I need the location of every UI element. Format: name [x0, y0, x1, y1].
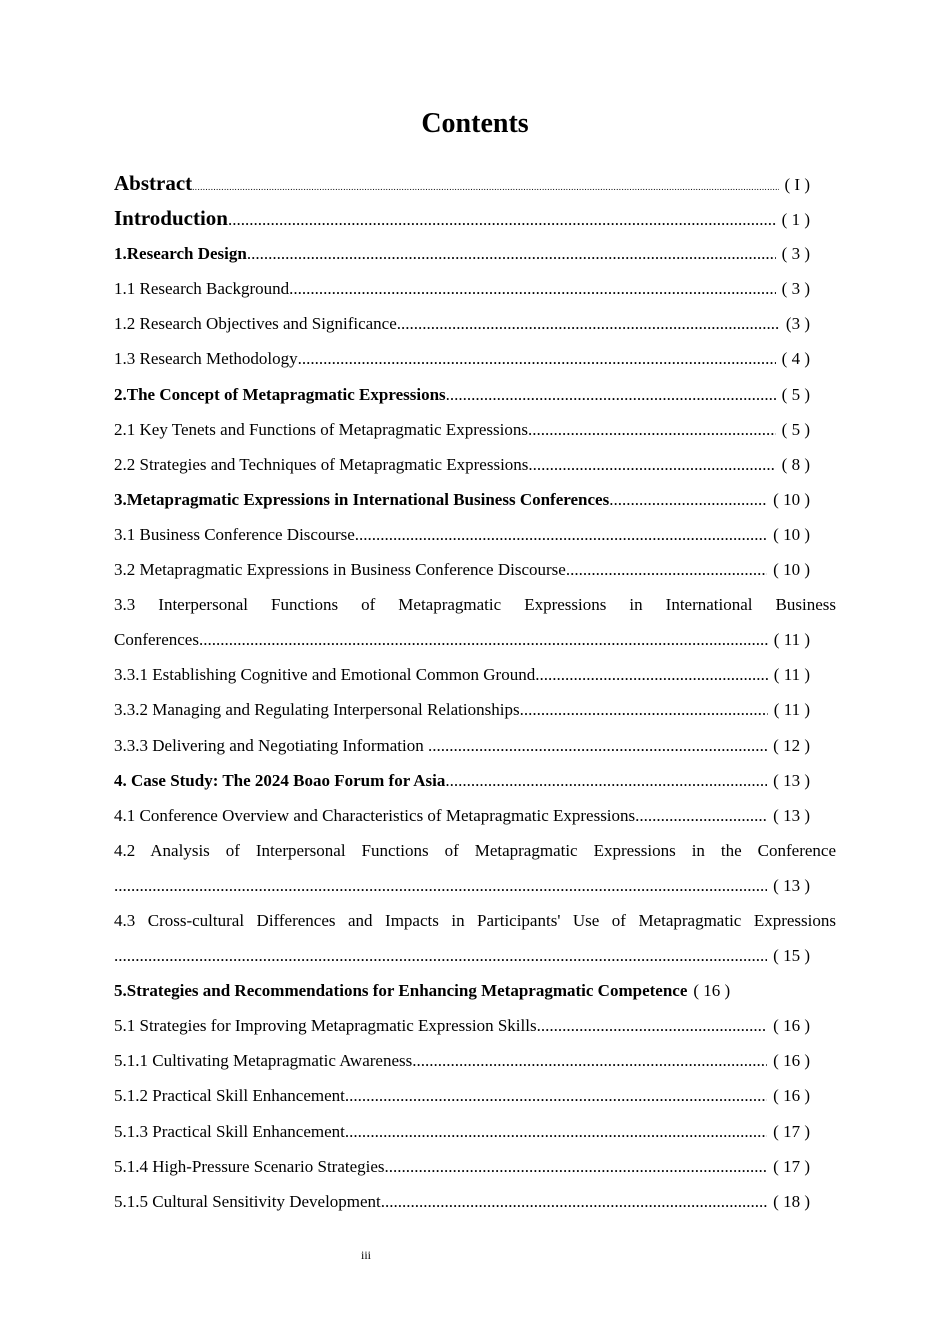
toc-entry-abstract[interactable] [114, 166, 836, 201]
toc-entry-label: 3.Metapragmatic Expressions in International Business Conferences [114, 489, 610, 509]
toc-entry[interactable] [114, 1149, 836, 1184]
toc-entry-page: ( 12 ) [773, 735, 810, 755]
toc-entry-page: ( 10 ) [773, 489, 810, 509]
toc-entry[interactable] [114, 1043, 836, 1078]
toc-entry-page: ( 10 ) [773, 560, 810, 580]
toc-entry-page: ( 17 ) [773, 1156, 810, 1176]
toc-entry-label: 2.The Concept of Metapragmatic Expressions [114, 384, 446, 404]
toc-entry-label: 3.3.2 Managing and Regulating Interpersonal Relationships [114, 700, 520, 720]
toc-entry-label: 3.2 Metapragmatic Expressions in Business Conference Discourse [114, 560, 566, 580]
toc-entry-page: ( 15 ) [773, 946, 810, 966]
toc-entry-label: 4.2 Analysis of Interpersonal Functions of Metapragmatic Expressions in the Conference [114, 840, 836, 860]
toc-entry[interactable] [114, 868, 836, 903]
toc-entry[interactable] [114, 236, 836, 271]
toc-entry-label: 1.Research Design [114, 244, 247, 264]
toc-entry[interactable] [114, 306, 836, 341]
toc-entry-label: 1.3 Research Methodology [114, 349, 298, 369]
toc-entry-label: 4.1 Conference Overview and Characteristics of Metapragmatic Expressions [114, 805, 636, 825]
toc-entry[interactable] [114, 1078, 836, 1113]
toc-entry-page: ( 16 ) [773, 1051, 810, 1071]
toc-entry-label: 2.1 Key Tenets and Functions of Metapragmatic Expressions [114, 419, 528, 439]
toc-entry-label: 5.1.1 Cultivating Metapragmatic Awareness [114, 1051, 413, 1071]
toc-entry-page: ( I ) [784, 175, 810, 194]
toc-entry[interactable] [114, 622, 836, 657]
toc-entry-page: ( 10 ) [773, 524, 810, 544]
page-title: Contents [421, 108, 529, 139]
toc-entry-page: ( 5 ) [781, 384, 810, 404]
toc-entry[interactable] [114, 1114, 836, 1149]
toc-entry-label: 3.3.1 Establishing Cognitive and Emotional Common Ground [114, 665, 536, 685]
toc-entry-label: 4.3 Cross-cultural Differences and Impacts in Participants' Use of Metapragmatic Expressions [114, 910, 836, 930]
toc-entry[interactable] [114, 692, 836, 727]
toc-entry[interactable] [114, 271, 836, 306]
toc-entry[interactable] [114, 377, 836, 412]
toc-entry-page: ( 11 ) [773, 630, 810, 650]
toc-entry-page: ( 16 ) [773, 1016, 810, 1036]
toc-entry-label: 3.1 Business Conference Discourse [114, 524, 355, 544]
toc-entry[interactable] [114, 341, 836, 376]
toc-entry-page: ( 11 ) [773, 665, 810, 685]
toc-entry-label: 3.3 Interpersonal Functions of Metapragmatic Expressions in International Business [114, 595, 836, 615]
toc-entry-page: ( 4 ) [781, 349, 810, 369]
toc-entry[interactable] [114, 517, 836, 552]
toc-entry-wrapped-line[interactable] [114, 903, 836, 938]
toc-entry-page: ( 17 ) [773, 1121, 810, 1141]
toc-entry-wrapped-line[interactable] [114, 587, 836, 622]
toc-entry[interactable] [114, 728, 836, 763]
toc-entry[interactable] [114, 412, 836, 447]
toc-entry-page: ( 16 ) [773, 1086, 810, 1106]
toc-entry-page: ( 13 ) [773, 805, 810, 825]
toc-entry-label: 4. Case Study: The 2024 Boao Forum for Asia [114, 770, 446, 790]
toc-entry[interactable] [114, 763, 836, 798]
toc-entry-wrapped-line[interactable] [114, 833, 836, 868]
page-number: iii [361, 1248, 372, 1262]
toc-entry[interactable] [114, 657, 836, 692]
toc-entry-label: 2.2 Strategies and Techniques of Metapragmatic Expressions [114, 454, 529, 474]
toc-entry-label: 1.1 Research Background [114, 279, 290, 299]
toc-entry-label: 3.3.3 Delivering and Negotiating Information [114, 735, 428, 755]
toc-entry-page: ( 13 ) [773, 770, 810, 790]
toc-entry[interactable] [114, 482, 836, 517]
toc-entry-label: 5.1.5 Cultural Sensitivity Development [114, 1191, 381, 1211]
toc-entry[interactable] [114, 938, 836, 973]
toc-entry-page: ( 3 ) [781, 244, 810, 264]
toc-entry-page: ( 18 ) [773, 1191, 810, 1211]
toc-entry[interactable] [114, 973, 836, 1008]
toc-entry-page: ( 3 ) [781, 279, 810, 299]
toc-entry[interactable] [114, 1008, 836, 1043]
toc-entry-page: ( 11 ) [773, 700, 810, 720]
toc-entry-label: 5.Strategies and Recommendations for Enhancing Metapragmatic Competence [114, 981, 688, 1001]
toc-entry-label: 1.2 Research Objectives and Significance [114, 314, 397, 334]
toc-entry-label: Abstract [114, 171, 193, 195]
toc-entry[interactable] [114, 447, 836, 482]
toc-entry-page: ( 13 ) [773, 875, 810, 895]
toc-entry-introduction[interactable] [114, 201, 836, 236]
toc-entry-label: 5.1 Strategies for Improving Metapragmatic Expression Skills [114, 1016, 537, 1036]
toc-entry-page: ( 1 ) [781, 210, 810, 230]
toc-entry-label: 5.1.3 Practical Skill Enhancement [114, 1121, 345, 1141]
toc-entry-label: 5.1.2 Practical Skill Enhancement [114, 1086, 345, 1106]
toc-entry-label: 5.1.4 High-Pressure Scenario Strategies [114, 1156, 385, 1176]
toc-entry-page: ( 8 ) [781, 454, 810, 474]
toc-entry[interactable] [114, 552, 836, 587]
toc-entry-page: ( 5 ) [781, 419, 810, 439]
toc-entry-label: Introduction [114, 206, 228, 231]
toc-entry-page: ( 16 ) [693, 981, 731, 1001]
toc-entry-page: (3 ) [785, 314, 810, 334]
toc-entry[interactable] [114, 1184, 836, 1219]
toc-entry-label-continued: Conferences [114, 630, 199, 650]
table-of-contents [114, 166, 836, 1219]
toc-entry[interactable] [114, 798, 836, 833]
